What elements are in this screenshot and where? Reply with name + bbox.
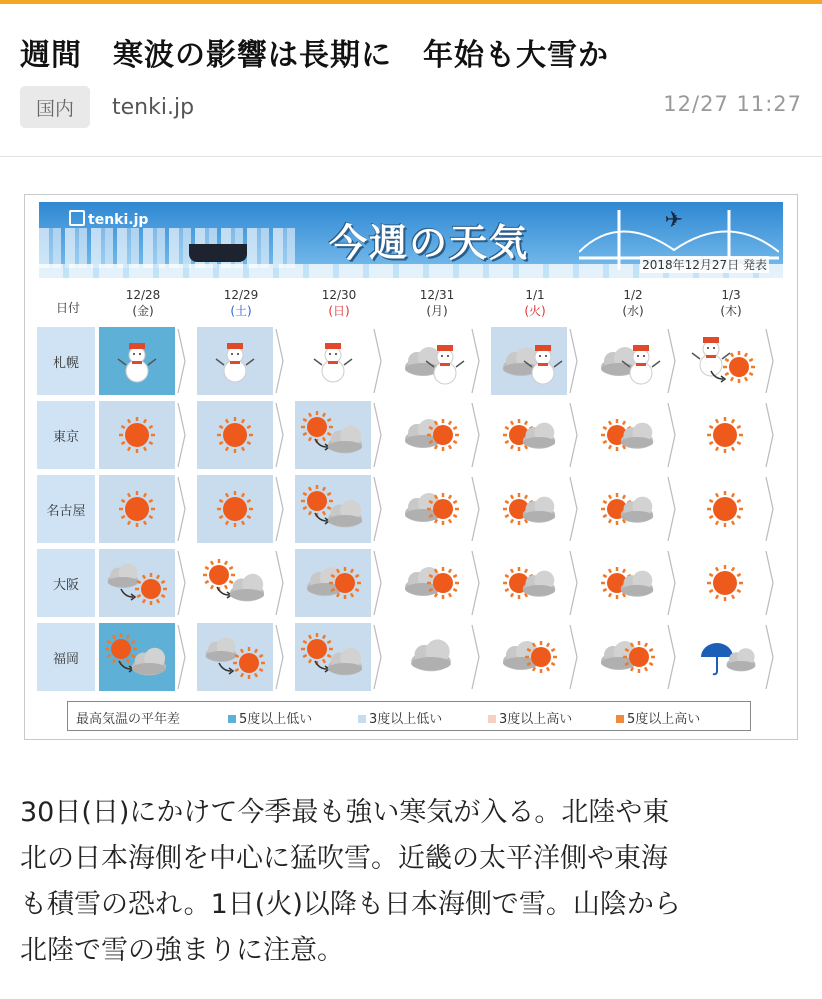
chevron-right-icon [373, 401, 383, 469]
legend-item-above5: 5度以上高い [616, 708, 700, 727]
forecast-cell [687, 327, 763, 395]
chevron-right-icon [373, 475, 383, 543]
umbrella-cloud-icon [687, 623, 763, 691]
forecast-cell [589, 327, 665, 395]
sun-cloud-icon [491, 475, 567, 543]
date-header [397, 287, 477, 319]
weekday-text: (土) [230, 304, 252, 318]
date-header [103, 287, 183, 319]
snowman-icon [295, 327, 371, 395]
date-text: 12/28 [125, 288, 161, 302]
date-header [495, 287, 575, 319]
date-header [201, 287, 281, 319]
sun-icon [197, 475, 273, 543]
chevron-right-icon [569, 327, 579, 395]
cloud-snow-icon [491, 327, 567, 395]
date-label: 日付 [55, 301, 80, 315]
brand-label: tenki.jp [88, 212, 149, 228]
chevron-right-icon [569, 623, 579, 691]
chevron-right-icon [667, 475, 677, 543]
chevron-right-icon [569, 401, 579, 469]
city-row [37, 623, 785, 691]
snow-then-sun-icon [687, 327, 763, 395]
chevron-right-icon [667, 327, 677, 395]
city-name: 大阪 [37, 549, 95, 617]
chevron-right-icon [765, 623, 775, 691]
sun-icon [197, 401, 273, 469]
forecast-cell [197, 327, 273, 395]
forecast-cell [687, 623, 763, 691]
forecast-cell [99, 623, 175, 691]
chevron-right-icon [667, 549, 677, 617]
chevron-right-icon [275, 401, 285, 469]
city-row [37, 475, 785, 543]
legend-item-below5: 5度以上低い [228, 708, 312, 727]
city-row [37, 327, 785, 395]
temperature-legend [67, 701, 751, 731]
chevron-right-icon [373, 549, 383, 617]
chevron-right-icon [275, 475, 285, 543]
sun-icon [687, 401, 763, 469]
forecast-cell [197, 401, 273, 469]
swatch-below3 [358, 715, 366, 723]
forecast-cell [589, 623, 665, 691]
sun-then-cloud-icon [99, 623, 175, 691]
ship-icon [189, 244, 247, 262]
chevron-right-icon [471, 475, 481, 543]
sun-then-cloud-icon [197, 549, 273, 617]
brand-logo [69, 210, 148, 228]
accent-bar [0, 0, 822, 4]
date-text: 1/2 [623, 288, 643, 302]
weekday-text: (月) [426, 304, 448, 318]
sun-icon [99, 401, 175, 469]
date-text: 12/29 [223, 288, 259, 302]
sun-then-cloud-icon [295, 475, 371, 543]
cloud-snow-icon [393, 327, 469, 395]
article-title: 週間 寒波の影響は長期に 年始も大雪か [20, 38, 609, 73]
sun-icon [99, 475, 175, 543]
swatch-below5 [228, 715, 236, 723]
chevron-right-icon [373, 327, 383, 395]
forecast-cell [393, 623, 469, 691]
sun-cloud-icon [491, 549, 567, 617]
sun-cloud-icon [491, 401, 567, 469]
chevron-right-icon [471, 549, 481, 617]
chevron-right-icon [177, 623, 187, 691]
city-skyline [39, 228, 299, 268]
chevron-right-icon [667, 401, 677, 469]
legend-item-below3: 3度以上低い [358, 708, 442, 727]
date-header-row [37, 287, 785, 327]
forecast-cell [197, 549, 273, 617]
chevron-right-icon [373, 623, 383, 691]
forecast-cell [197, 623, 273, 691]
forecast-cell [491, 549, 567, 617]
cloud-sun-icon [491, 623, 567, 691]
publish-datetime: 12/27 11:27 [663, 92, 802, 116]
snowman-icon [99, 327, 175, 395]
forecast-cell [491, 401, 567, 469]
forecast-cell [589, 549, 665, 617]
cloud-sun-icon [393, 475, 469, 543]
date-header [691, 287, 771, 319]
date-header [299, 287, 379, 319]
sun-cloud-icon [589, 549, 665, 617]
chevron-right-icon [275, 549, 285, 617]
date-text: 1/3 [721, 288, 741, 302]
chevron-right-icon [275, 327, 285, 395]
category-badge[interactable]: 国内 [20, 86, 90, 128]
forecast-cell [99, 475, 175, 543]
airplane-icon: ✈ [664, 208, 683, 233]
forecast-cell [393, 401, 469, 469]
sun-icon [687, 475, 763, 543]
legend-title: 最高気温の平年差 [76, 712, 181, 727]
weekday-text: (日) [328, 304, 350, 318]
cloud-sun-icon [393, 401, 469, 469]
legend-item-above3: 3度以上高い [488, 708, 572, 727]
forecast-cell [491, 475, 567, 543]
sun-then-cloud-icon [295, 401, 371, 469]
forecast-cell [295, 549, 371, 617]
chevron-right-icon [765, 327, 775, 395]
snowman-icon [197, 327, 273, 395]
date-header [593, 287, 673, 319]
chevron-right-icon [177, 327, 187, 395]
chevron-right-icon [569, 549, 579, 617]
forecast-cell [687, 549, 763, 617]
forecast-cell [99, 401, 175, 469]
date-text: 12/30 [321, 288, 357, 302]
forecast-cell [687, 401, 763, 469]
sun-cloud-icon [589, 475, 665, 543]
forecast-cell [295, 623, 371, 691]
weekday-text: (火) [524, 304, 546, 318]
chevron-right-icon [177, 475, 187, 543]
city-name: 札幌 [37, 327, 95, 395]
forecast-cell [295, 401, 371, 469]
article-body: 30日(日)にかけて今季最も強い寒気が入る。北陸や東 北の日本海側を中心に猛吹雪。近畿の太平洋側や東海 も積雪の恐れ。1日(火)以降も日本海側で雪。山陰から 北陸で雪の強まりに注意。 [20, 797, 681, 966]
chevron-right-icon [765, 549, 775, 617]
cloud-then-sun-icon [99, 549, 175, 617]
swatch-above5 [616, 715, 624, 723]
swatch-above3 [488, 715, 496, 723]
article-meta [20, 86, 802, 130]
chevron-right-icon [765, 475, 775, 543]
sun-icon [687, 549, 763, 617]
date-text: 1/1 [525, 288, 545, 302]
forecast-cell [295, 327, 371, 395]
date-text: 12/31 [419, 288, 455, 302]
forecast-cell [687, 475, 763, 543]
sun-cloud-icon [589, 401, 665, 469]
cloud-then-sun-icon [197, 623, 273, 691]
weekday-text: (水) [622, 304, 644, 318]
weekday-text: (金) [132, 304, 154, 318]
weekly-weather-image[interactable] [24, 194, 798, 740]
cloud-icon [393, 623, 469, 691]
chevron-right-icon [569, 475, 579, 543]
chevron-right-icon [177, 401, 187, 469]
city-row [37, 401, 785, 469]
forecast-cell [393, 549, 469, 617]
city-row [37, 549, 785, 617]
city-name: 名古屋 [37, 475, 95, 543]
forecast-cell [589, 401, 665, 469]
sun-then-cloud-icon [295, 623, 371, 691]
chevron-right-icon [471, 623, 481, 691]
chevron-right-icon [667, 623, 677, 691]
forecast-cell [99, 549, 175, 617]
forecast-cell [197, 475, 273, 543]
city-name: 東京 [37, 401, 95, 469]
issued-date: 2018年12月27日 発表 [642, 258, 767, 272]
divider [0, 156, 822, 157]
chevron-right-icon [275, 623, 285, 691]
city-name: 福岡 [37, 623, 95, 691]
forecast-cell [589, 475, 665, 543]
weekday-text: (木) [720, 304, 742, 318]
forecast-cell [491, 327, 567, 395]
forecast-cell [491, 623, 567, 691]
chevron-right-icon [765, 401, 775, 469]
chevron-right-icon [471, 401, 481, 469]
cloud-sun-icon [393, 549, 469, 617]
forecast-grid [37, 287, 785, 667]
forecast-banner [39, 202, 783, 278]
logo-icon [69, 210, 85, 226]
cloud-snow-icon [589, 327, 665, 395]
forecast-cell [393, 327, 469, 395]
source-link[interactable]: tenki.jp [112, 95, 195, 120]
chevron-right-icon [177, 549, 187, 617]
cloud-sun-icon [295, 549, 371, 617]
forecast-cell [295, 475, 371, 543]
forecast-title: 今週の天気 [329, 221, 530, 265]
cloud-sun-icon [589, 623, 665, 691]
forecast-cell [99, 327, 175, 395]
forecast-cell [393, 475, 469, 543]
chevron-right-icon [471, 327, 481, 395]
